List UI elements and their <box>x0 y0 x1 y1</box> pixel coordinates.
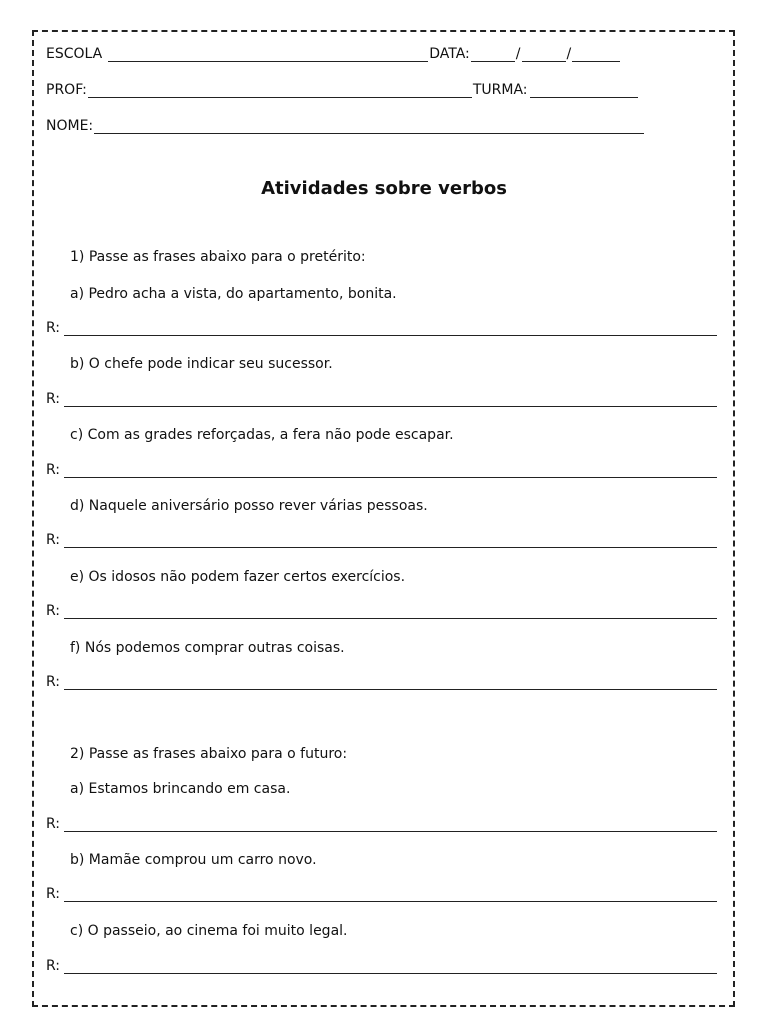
nome-field[interactable] <box>94 119 644 134</box>
question-item: b) O chefe pode indicar seu sucessor. <box>70 356 333 372</box>
answer-line[interactable] <box>46 958 718 974</box>
question-item: c) O passeio, ao cinema foi muito legal. <box>70 923 348 939</box>
escola-field[interactable] <box>108 47 428 62</box>
escola-row <box>46 46 621 62</box>
prof-field[interactable] <box>88 83 472 98</box>
question-item: f) Nós podemos comprar outras coisas. <box>70 640 345 656</box>
date-separator: / <box>515 46 521 62</box>
answer-field[interactable] <box>64 675 717 690</box>
section1-instruction: 1) Passe as frases abaixo para o pretérito: <box>70 249 366 265</box>
answer-label: R: <box>46 674 61 690</box>
answer-label: R: <box>46 320 61 336</box>
answer-field[interactable] <box>64 463 717 478</box>
answer-line[interactable] <box>46 320 718 336</box>
answer-label: R: <box>46 391 61 407</box>
date-month-field[interactable] <box>522 47 566 62</box>
answer-label: R: <box>46 816 61 832</box>
prof-row <box>46 82 639 98</box>
answer-field[interactable] <box>64 887 717 902</box>
answer-line[interactable] <box>46 886 718 902</box>
answer-line[interactable] <box>46 391 718 407</box>
question-item: e) Os idosos não podem fazer certos exercícios. <box>70 569 406 585</box>
answer-field[interactable] <box>64 533 717 548</box>
question-item: d) Naquele aniversário posso rever várias pessoas. <box>70 498 428 514</box>
nome-row <box>46 118 645 134</box>
question-item: c) Com as grades reforçadas, a fera não pode escapar. <box>70 427 454 443</box>
question-item: a) Estamos brincando em casa. <box>70 781 291 797</box>
page-title: Atividades sobre verbos <box>261 178 507 199</box>
answer-label: R: <box>46 603 61 619</box>
answer-line[interactable] <box>46 462 718 478</box>
answer-field[interactable] <box>64 817 717 832</box>
nome-label: NOME: <box>46 118 94 134</box>
answer-line[interactable] <box>46 674 718 690</box>
answer-line[interactable] <box>46 532 718 548</box>
answer-line[interactable] <box>46 816 718 832</box>
prof-label: PROF: <box>46 82 87 98</box>
question-item: b) Mamãe comprou um carro novo. <box>70 852 317 868</box>
answer-field[interactable] <box>64 321 717 336</box>
answer-field[interactable] <box>64 392 717 407</box>
answer-label: R: <box>46 462 61 478</box>
data-label: DATA: <box>429 46 470 62</box>
escola-label: ESCOLA <box>46 46 103 62</box>
date-separator: / <box>566 46 572 62</box>
answer-field[interactable] <box>64 604 717 619</box>
answer-field[interactable] <box>64 959 717 974</box>
date-year-field[interactable] <box>572 47 620 62</box>
answer-line[interactable] <box>46 603 718 619</box>
section2-instruction: 2) Passe as frases abaixo para o futuro: <box>70 746 348 762</box>
question-item: a) Pedro acha a vista, do apartamento, bonita. <box>70 286 397 302</box>
turma-label: TURMA: <box>472 82 528 98</box>
answer-label: R: <box>46 958 61 974</box>
date-day-field[interactable] <box>471 47 515 62</box>
turma-field[interactable] <box>530 83 638 98</box>
answer-label: R: <box>46 532 61 548</box>
answer-label: R: <box>46 886 61 902</box>
